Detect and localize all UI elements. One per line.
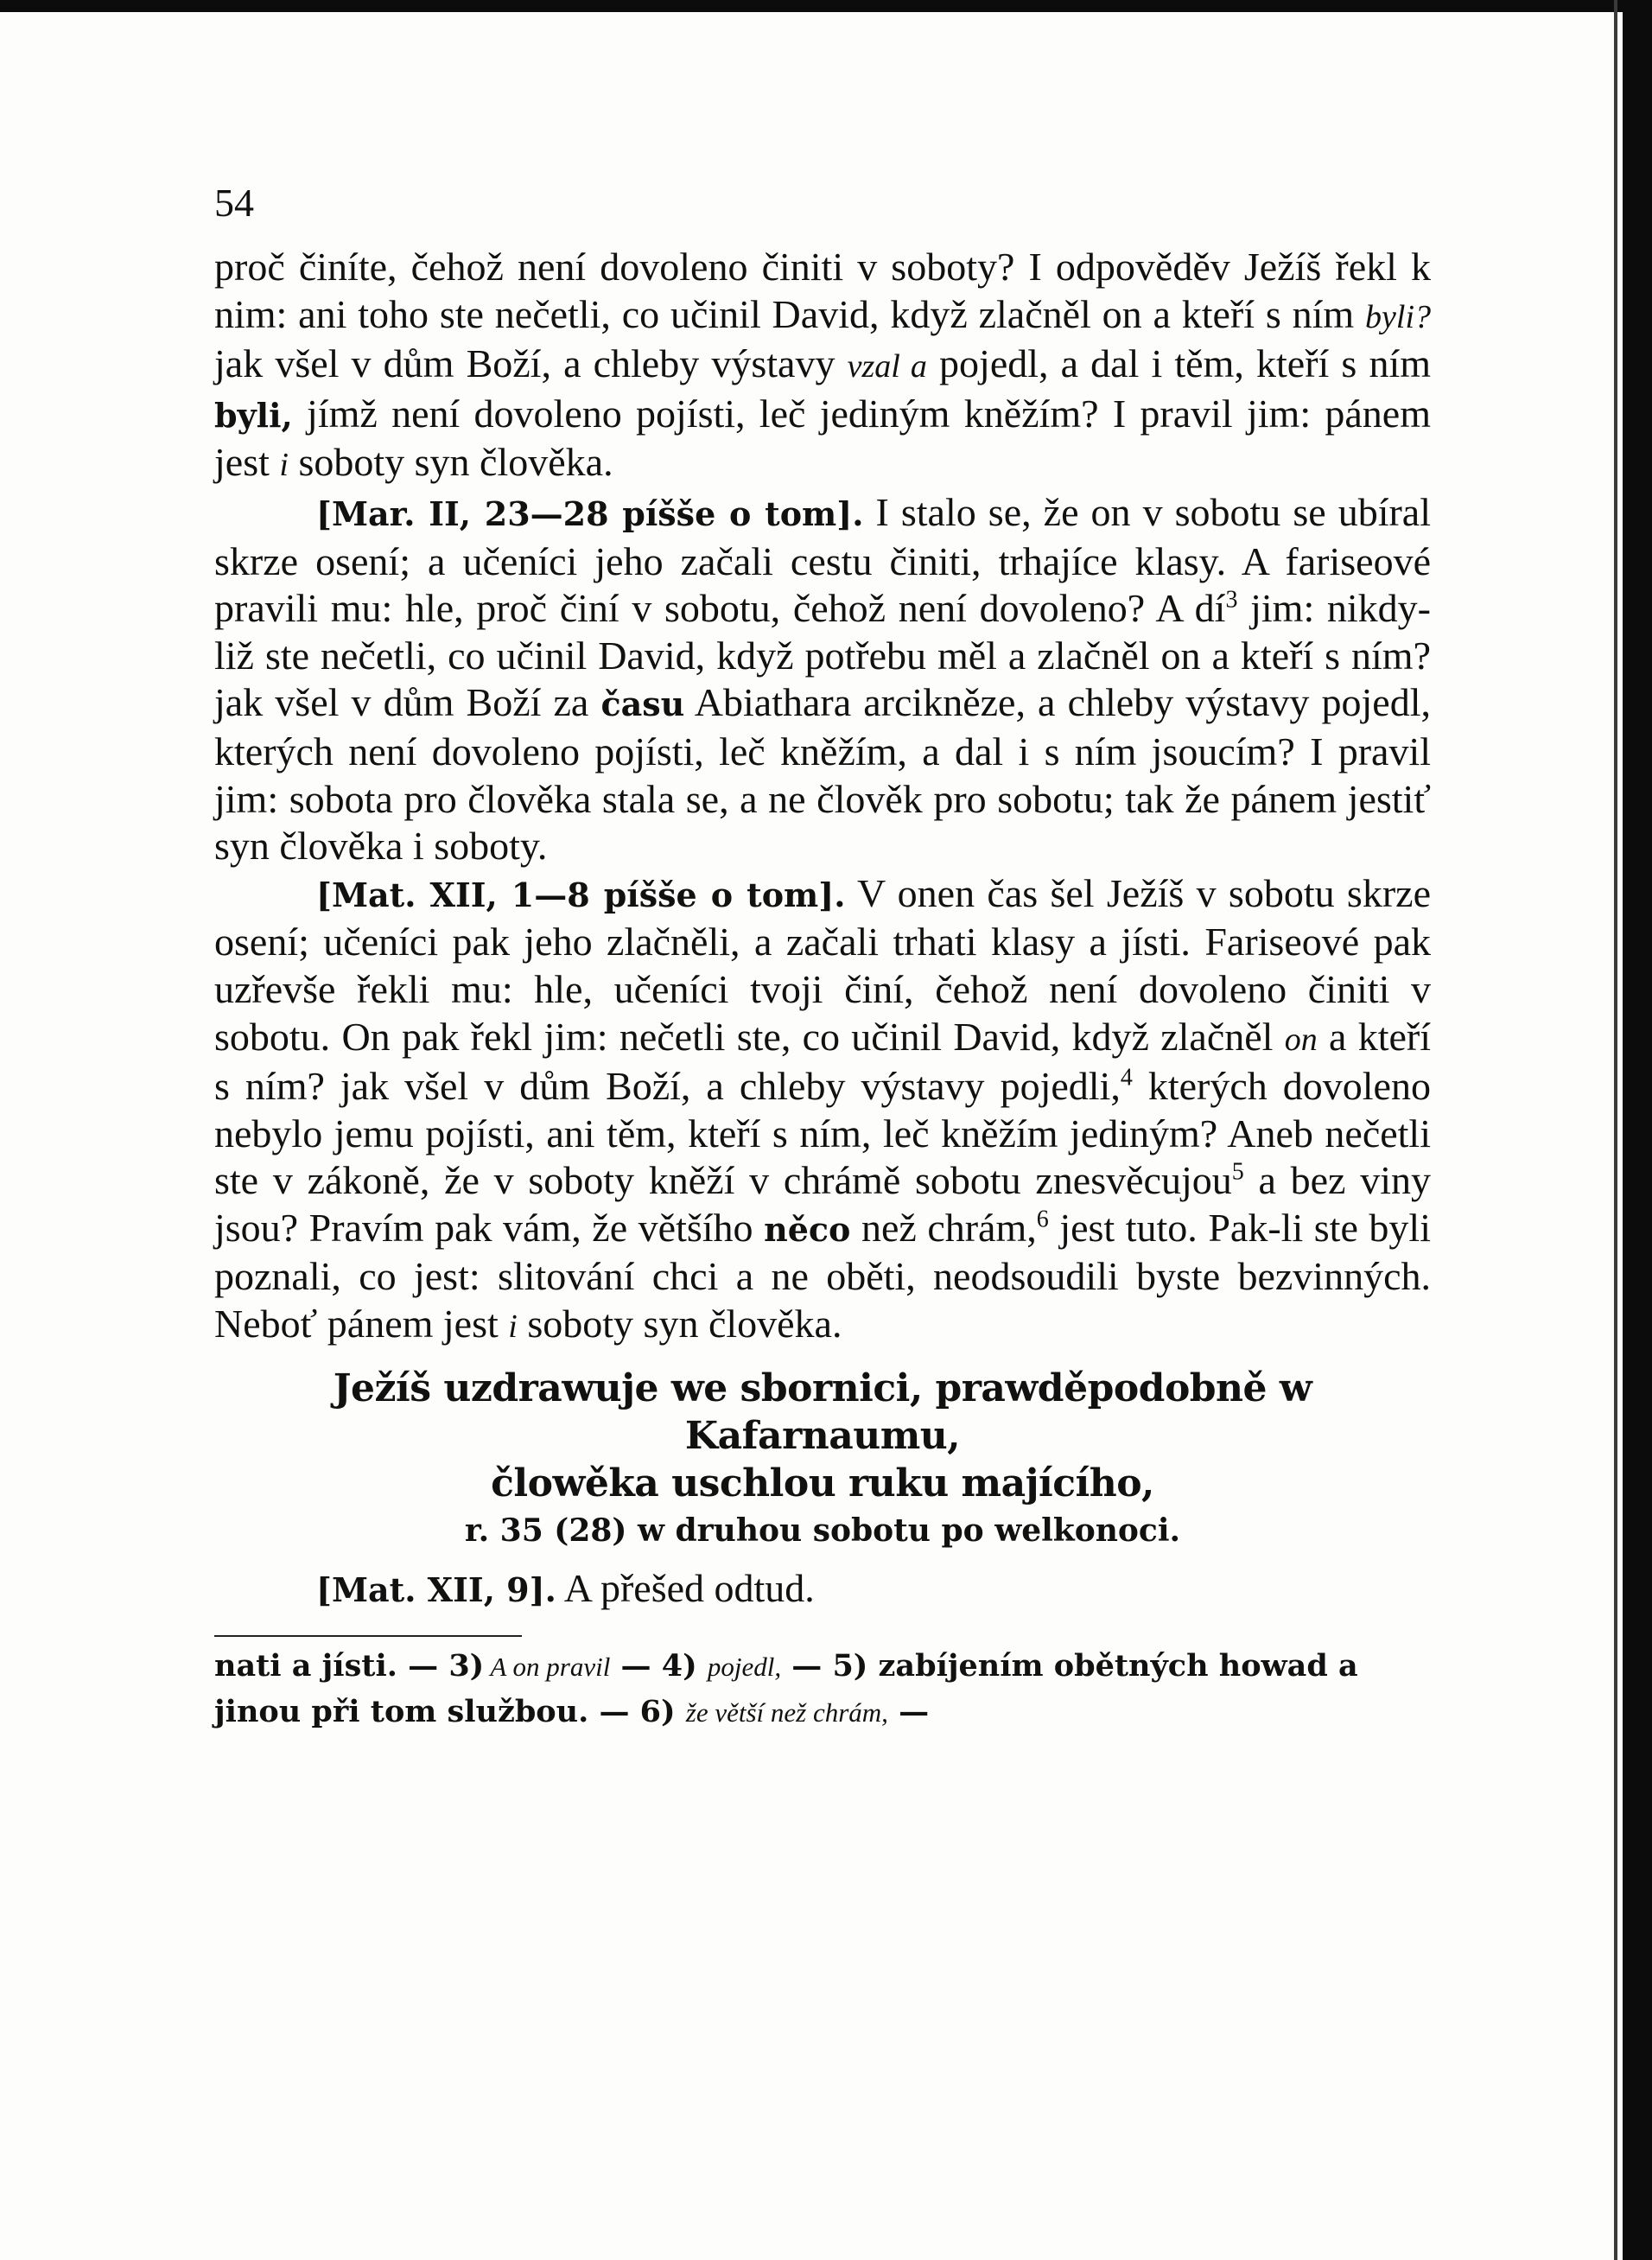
text-segment: nati a jísti. — 3): [214, 1647, 485, 1684]
text-block: [214, 244, 1431, 1735]
text-segment: A on pravil: [484, 1651, 611, 1682]
text-segment: pojedl,: [707, 1651, 782, 1682]
text-segment: [Mat. XII, 1—8 píšše o tom].: [316, 875, 846, 914]
text-segment: — 4): [610, 1647, 708, 1684]
text-segment: V onen čas šel Ježíš v sobotu skrze osení; učeníci pak jeho zlačněli, a začali trhati klasy a jísti. Fariseové pak uzřevše řekli mu: hle, učeníci tvoji činí, čehož není dovoleno činiti v sobotu. On pak řekl jim: nečetli ste, co učinil David, když zlačněl: [214, 870, 1431, 1059]
text-segment: jim: nikdy-liž ste nečetli, co učinil David, když potřebu měl a zlačněl on a kteří s ním? jak všel v dům Boží za: [214, 586, 1431, 725]
footnotes: [214, 1644, 1431, 1735]
text-segment: byli,: [214, 395, 293, 435]
text-segment: a kteří s ním? jak všel v dům Boží, a chleby výstavy pojedli,: [214, 1014, 1431, 1109]
text-segment: I stalo se, že on v sobotu se ubíral skrze osení; a učeníci jeho začali cestu činiti, trhajíce klasy. A fariseové pravili mu: hle, proč činí v sobotu, čehož není dovoleno? A dí: [214, 489, 1431, 631]
footnote-marker: 3: [1225, 586, 1238, 614]
text-segment: jímž není dovoleno pojísti, leč jediným kněžím? I pravil jim: pánem jest: [214, 391, 1431, 485]
scan-border-right: [1623, 0, 1652, 2260]
scan-border-top: [0, 0, 1652, 12]
footnote-divider: [214, 1635, 522, 1637]
text-segment: jak všel v dům Boží, a chleby výstavy: [214, 341, 848, 386]
text-segment: byli?: [1365, 298, 1431, 335]
text-segment: soboty syn člověka.: [288, 440, 613, 485]
citation: [Mat. XII, 9].: [316, 1569, 556, 1609]
text-segment: — 5) zabíjením obětných howad a jinou při tom službou. — 6): [214, 1647, 1358, 1729]
paragraph-1: [214, 244, 1431, 489]
paragraph-4-text: A přešed odtud.: [556, 1565, 815, 1610]
text-segment: —: [887, 1693, 930, 1729]
text-segment: a bez viny jsou? Pravím pak vám, že většího: [214, 1158, 1431, 1250]
section-subheading: r. 35 (28) w druhou sobotu po welkonoci.: [464, 1512, 1181, 1549]
text-segment: času: [600, 684, 685, 724]
text-segment: jest tuto. Pak-li ste byli poznali, co jest: slitování chci a ne oběti, neodsoudili byste bezvinných. Neboť pánem jest: [214, 1205, 1431, 1346]
text-segment: soboty syn člověka.: [517, 1302, 842, 1346]
section-heading-line-2: člowěka uschlou ruku majícího,: [491, 1461, 1154, 1506]
paragraph-2: [214, 489, 1431, 870]
text-segment: proč činíte, čehož není dovoleno činiti v soboty? I odpověděv Ježíš řekl k nim: ani toho ste nečetli, co učinil David, když zlačněl on a kteří s ním: [214, 245, 1431, 336]
text-segment: i: [279, 447, 289, 484]
page-number: 54: [214, 181, 254, 225]
paragraph-4: [214, 1564, 1431, 1614]
paragraph-3: [214, 870, 1431, 1351]
footnote-marker: 6: [1036, 1206, 1049, 1233]
text-segment: kterých dovoleno nebylo jemu pojísti, ani těm, kteří s ním, leč kněžím jediným? Aneb nečetli ste v zákoně, že v soboty kněží v chrámě sobotu znesvěcujou: [214, 1064, 1431, 1203]
text-segment: vzal a: [847, 348, 927, 385]
text-segment: něco: [764, 1209, 851, 1249]
scan-border-right-inner: [1614, 0, 1617, 2260]
text-segment: [Mar. II, 23—28 píšše o tom].: [316, 493, 864, 533]
text-segment: pojedl, a dal i těm, kteří s ním: [926, 341, 1432, 386]
section-heading-line-1: Ježíš uzdrawuje we sbornici, prawděpodobně w Kafarnaumu,: [333, 1366, 1312, 1458]
text-segment: než chrám,: [850, 1205, 1037, 1250]
footnote-marker: 4: [1120, 1064, 1133, 1092]
text-segment: i: [508, 1308, 518, 1346]
text-segment: on: [1284, 1021, 1318, 1058]
section-heading: [214, 1365, 1431, 1507]
text-segment: že větší než chrám,: [685, 1697, 888, 1728]
text-segment: Abiathara arcikněze, a chleby výstavy pojedl, kterých není dovoleno pojísti, leč kněžím, a dal i s ním jsoucím? I pravil jim: sobota pro člověka stala se, a ne člověk pro sobotu; tak že pánem jestiť syn člověka i soboty.: [214, 680, 1431, 869]
footnote-marker: 5: [1231, 1158, 1244, 1186]
